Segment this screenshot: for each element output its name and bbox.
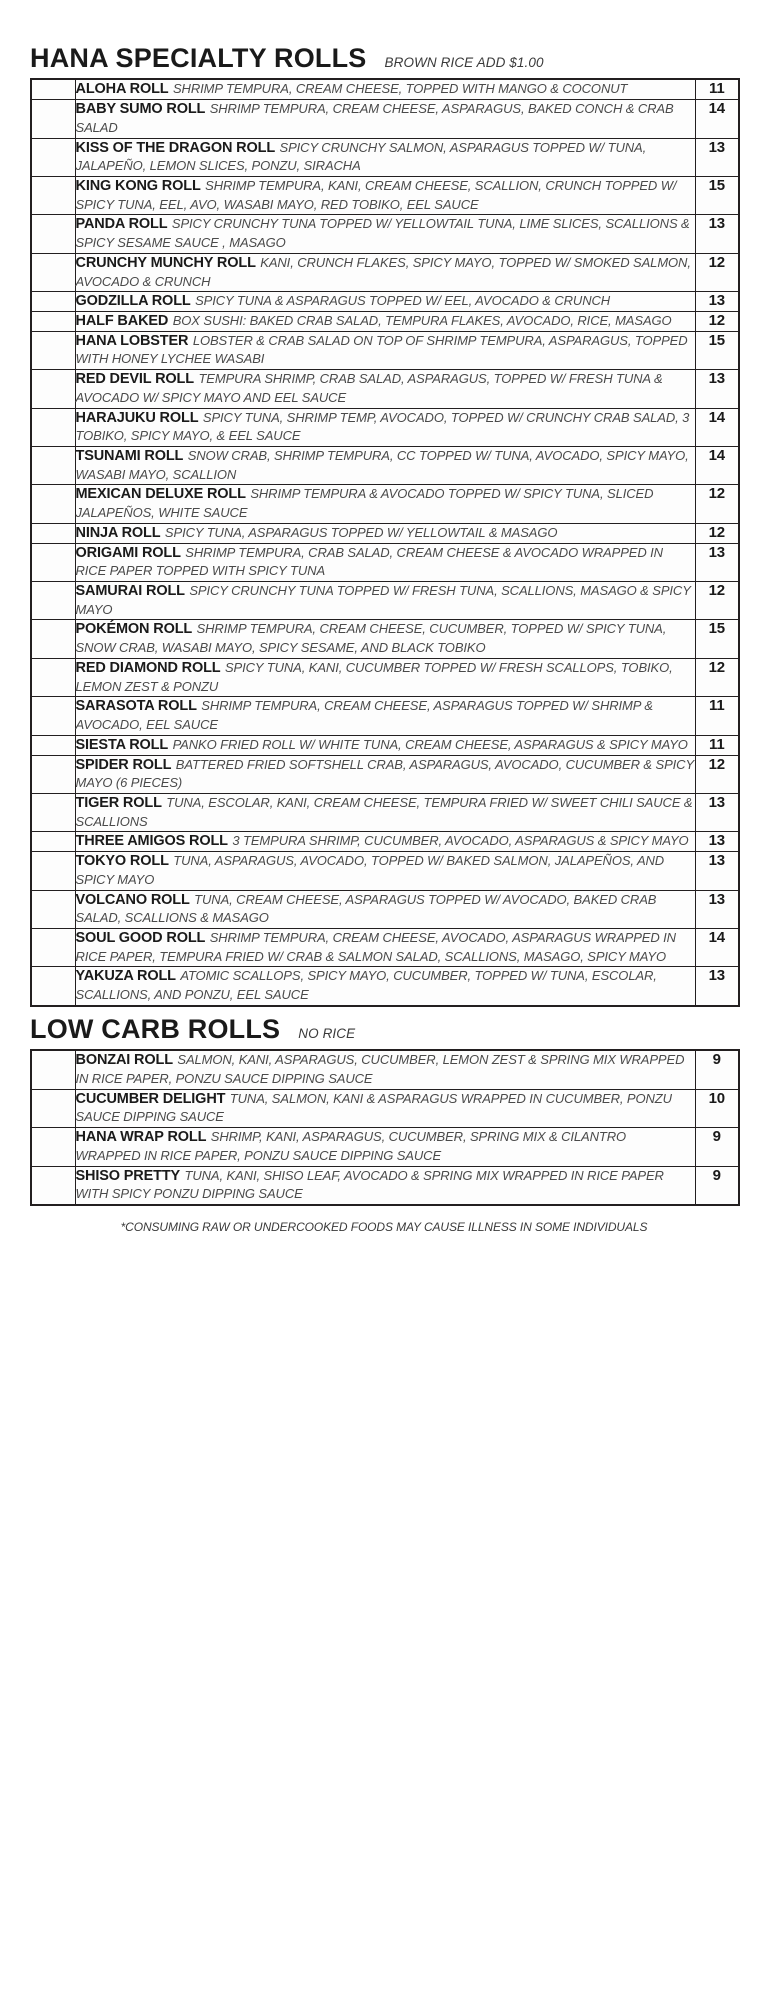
menu-item-name: SHISO PRETTY xyxy=(75,1167,181,1184)
menu-row xyxy=(31,658,739,696)
menu-item-description: SPICY CRUNCHY TUNA TOPPED W/ FRESH TUNA, SCALLIONS, MASAGO & SPICY MAYO xyxy=(75,583,691,617)
row-marker-cell xyxy=(31,967,75,1006)
menu-item-cell xyxy=(75,1050,695,1089)
section-title: LOW CARB ROLLS xyxy=(30,1013,281,1044)
menu-item-description: SHRIMP TEMPURA, CRAB SALAD, CREAM CHEESE & AVOCADO WRAPPED IN RICE PAPER TOPPED WITH SPICY TUNA xyxy=(75,544,663,579)
menu-item-cell xyxy=(75,292,695,312)
section-header-specialty-rolls xyxy=(30,0,738,78)
row-marker-cell xyxy=(31,582,75,620)
menu-item-cell xyxy=(75,1166,695,1205)
row-marker-cell xyxy=(31,370,75,408)
menu-row xyxy=(31,485,739,523)
menu-item-name: MEXICAN DELUXE ROLL xyxy=(75,486,246,503)
menu-item-description: LOBSTER & CRAB SALAD ON TOP OF SHRIMP TEMPURA, ASPARAGUS, TOPPED WITH HONEY LYCHEE WASABI xyxy=(75,332,688,367)
menu-item-cell xyxy=(75,735,695,755)
menu-row xyxy=(31,697,739,735)
menu-row xyxy=(31,735,739,755)
menu-item-price: 13 xyxy=(695,832,739,852)
menu-item-name: CUCUMBER DELIGHT xyxy=(75,1090,226,1107)
menu-item-name: ORIGAMI ROLL xyxy=(75,544,181,561)
row-marker-cell xyxy=(31,79,75,99)
menu-item-name: THREE AMIGOS ROLL xyxy=(75,833,228,850)
menu-item-description: SPICY TUNA, SHRIMP TEMP, AVOCADO, TOPPED W/ CRUNCHY CRAB SALAD, 3 TOBIKO, SPICY MAYO, & EEL SAUCE xyxy=(75,409,690,444)
menu-item-name: HANA LOBSTER xyxy=(75,332,189,349)
menu-table-body xyxy=(31,79,739,1006)
menu-row xyxy=(31,215,739,253)
row-marker-cell xyxy=(31,253,75,291)
menu-item-price: 13 xyxy=(695,852,739,890)
menu-item-name: SOUL GOOD ROLL xyxy=(75,929,206,946)
menu-item-cell xyxy=(75,485,695,523)
menu-item-name: PANDA ROLL xyxy=(75,216,168,233)
menu-item-cell xyxy=(75,620,695,658)
row-marker-cell xyxy=(31,793,75,831)
menu-item-cell xyxy=(75,447,695,485)
row-marker-cell xyxy=(31,735,75,755)
menu-item-name: HANA WRAP ROLL xyxy=(75,1129,207,1146)
menu-item-name: KING KONG ROLL xyxy=(75,177,201,194)
menu-item-description: SHRIMP TEMPURA & AVOCADO TOPPED W/ SPICY TUNA, SLICED JALAPEÑOS, WHITE SAUCE xyxy=(75,486,654,521)
menu-row xyxy=(31,176,739,214)
disclaimer-note: *CONSUMING RAW OR UNDERCOOKED FOODS MAY CAUSE ILLNESS IN SOME INDIVIDUALS xyxy=(120,1219,648,1234)
menu-row xyxy=(31,523,739,543)
menu-item-description: TUNA, KANI, SHISO LEAF, AVOCADO & SPRING MIX WRAPPED IN RICE PAPER WITH SPICY PONZU DIPPING SAUCE xyxy=(75,1167,664,1202)
menu-item-price: 13 xyxy=(695,370,739,408)
menu-row xyxy=(31,1089,739,1127)
menu-item-description: SNOW CRAB, SHRIMP TEMPURA, CC TOPPED W/ TUNA, AVOCADO, SPICY MAYO, WASABI MAYO, SCALLION xyxy=(75,448,689,482)
menu-item-description: SHRIMP TEMPURA, CREAM CHEESE, AVOCADO, ASPARAGUS WRAPPED IN RICE PAPER, TEMPURA FRIED W/ CRAB & SALMON SALAD, SCALLIONS, MASAGO, SPICY MAYO xyxy=(75,929,676,964)
menu-item-description: KANI, CRUNCH FLAKES, SPICY MAYO, TOPPED W/ SMOKED SALMON, AVOCADO & CRUNCH xyxy=(75,254,691,289)
menu-item-price: 13 xyxy=(695,967,739,1006)
menu-item-description: TUNA, ESCOLAR, KANI, CREAM CHEESE, TEMPURA FRIED W/ SWEET CHILI SAUCE & SCALLIONS xyxy=(75,794,693,829)
menu-item-description: SPICY TUNA, ASPARAGUS TOPPED W/ YELLOWTAIL & MASAGO xyxy=(164,524,558,540)
menu-item-cell xyxy=(75,928,695,966)
menu-item-name: VOLCANO ROLL xyxy=(75,891,190,908)
menu-item-price: 13 xyxy=(695,890,739,928)
row-marker-cell xyxy=(31,311,75,331)
menu-row xyxy=(31,292,739,312)
menu-item-price: 12 xyxy=(695,582,739,620)
menu-item-name: GODZILLA ROLL xyxy=(75,293,191,310)
menu-row xyxy=(31,967,739,1006)
menu-item-cell xyxy=(75,1089,695,1127)
row-marker-cell xyxy=(31,832,75,852)
menu-row xyxy=(31,138,739,176)
menu-item-name: BONZAI ROLL xyxy=(75,1052,173,1069)
menu-row xyxy=(31,311,739,331)
row-marker-cell xyxy=(31,543,75,581)
row-marker-cell xyxy=(31,852,75,890)
menu-item-name: RED DIAMOND ROLL xyxy=(75,659,221,676)
menu-item-price: 11 xyxy=(695,735,739,755)
menu-item-description: SHRIMP TEMPURA, KANI, CREAM CHEESE, SCALLION, CRUNCH TOPPED W/ SPICY TUNA, EEL, AVO, WASABI MAYO, RED TOBIKO, EEL SAUCE xyxy=(75,177,677,212)
section-title: HANA SPECIALTY ROLLS xyxy=(30,43,367,73)
menu-item-description: SHRIMP TEMPURA, CREAM CHEESE, ASPARAGUS, BAKED CONCH & CRAB SALAD xyxy=(75,101,674,135)
menu-item-description: SPICY CRUNCHY TUNA TOPPED W/ YELLOWTAIL TUNA, LIME SLICES, SCALLIONS & SPICY SESAME SAUCE , MASAGO xyxy=(75,216,690,251)
row-marker-cell xyxy=(31,331,75,369)
menu-row xyxy=(31,331,739,369)
menu-item-price: 13 xyxy=(695,215,739,253)
menu-row xyxy=(31,100,739,138)
row-marker-cell xyxy=(31,485,75,523)
menu-item-name: NINJA ROLL xyxy=(75,524,161,541)
menu-item-price: 11 xyxy=(695,79,739,99)
menu-item-name: SIESTA ROLL xyxy=(75,736,169,753)
menu-item-name: SARASOTA ROLL xyxy=(75,698,197,715)
menu-item-name: BABY SUMO ROLL xyxy=(75,101,206,118)
menu-item-price: 12 xyxy=(695,523,739,543)
menu-item-description: PANKO FRIED ROLL W/ WHITE TUNA, CREAM CHEESE, ASPARAGUS & SPICY MAYO xyxy=(172,736,688,752)
menu-item-name: SAMURAI ROLL xyxy=(75,583,185,600)
menu-row xyxy=(31,620,739,658)
menu-row xyxy=(31,79,739,99)
menu-item-cell xyxy=(75,311,695,331)
menu-item-cell xyxy=(75,523,695,543)
menu-row xyxy=(31,928,739,966)
menu-item-price: 9 xyxy=(695,1166,739,1205)
menu-item-price: 14 xyxy=(695,928,739,966)
menu-row xyxy=(31,890,739,928)
menu-item-price: 12 xyxy=(695,658,739,696)
row-marker-cell xyxy=(31,215,75,253)
menu-item-price: 14 xyxy=(695,100,739,138)
menu-item-price: 10 xyxy=(695,1089,739,1127)
menu-row xyxy=(31,582,739,620)
menu-item-name: TIGER ROLL xyxy=(75,794,162,811)
menu-item-price: 13 xyxy=(695,138,739,176)
menu-item-cell xyxy=(75,215,695,253)
menu-item-cell xyxy=(75,100,695,138)
menu-item-price: 14 xyxy=(695,447,739,485)
row-marker-cell xyxy=(31,1050,75,1089)
row-marker-cell xyxy=(31,447,75,485)
menu-item-cell xyxy=(75,755,695,793)
section-note: BROWN RICE ADD $1.00 xyxy=(384,55,544,70)
section-note: NO RICE xyxy=(298,1025,356,1041)
menu-item-name: POKÉMON ROLL xyxy=(75,621,193,638)
menu-item-description: SPICY TUNA & ASPARAGUS TOPPED W/ EEL, AVOCADO & CRUNCH xyxy=(195,293,611,309)
menu-row xyxy=(31,852,739,890)
row-marker-cell xyxy=(31,1166,75,1205)
menu-item-cell xyxy=(75,79,695,99)
menu-row xyxy=(31,832,739,852)
menu-item-price: 14 xyxy=(695,408,739,446)
menu-item-name: YAKUZA ROLL xyxy=(75,968,176,985)
row-marker-cell xyxy=(31,697,75,735)
menu-item-name: TSUNAMI ROLL xyxy=(75,448,184,464)
menu-item-price: 11 xyxy=(695,697,739,735)
menu-item-description: SPICY TUNA, KANI, CUCUMBER TOPPED W/ FRESH SCALLOPS, TOBIKO, LEMON ZEST & PONZU xyxy=(75,659,673,694)
menu-row xyxy=(31,1166,739,1205)
menu-item-price: 13 xyxy=(695,793,739,831)
menu-item-price: 12 xyxy=(695,755,739,793)
menu-item-cell xyxy=(75,658,695,696)
menu-item-price: 15 xyxy=(695,620,739,658)
menu-item-price: 12 xyxy=(695,253,739,291)
menu-row xyxy=(31,755,739,793)
menu-item-cell xyxy=(75,852,695,890)
menu-item-price: 13 xyxy=(695,292,739,312)
menu-item-name: SPIDER ROLL xyxy=(75,756,172,773)
row-marker-cell xyxy=(31,176,75,214)
row-marker-cell xyxy=(31,292,75,312)
row-marker-cell xyxy=(31,755,75,793)
menu-table-low-carb-rolls xyxy=(30,1049,740,1206)
menu-item-description: TEMPURA SHRIMP, CRAB SALAD, ASPARAGUS, TOPPED W/ FRESH TUNA & AVOCADO W/ SPICY MAYO AND EEL SAUCE xyxy=(75,371,663,405)
menu-item-description: SHRIMP, KANI, ASPARAGUS, CUCUMBER, SPRING MIX & CILANTRO WRAPPED IN RICE PAPER, PONZU SAUCE DIPPING SAUCE xyxy=(75,1129,627,1163)
menu-item-cell xyxy=(75,331,695,369)
menu-item-price: 9 xyxy=(695,1050,739,1089)
menu-item-cell xyxy=(75,543,695,581)
menu-item-cell xyxy=(75,370,695,408)
menu-item-description: SHRIMP TEMPURA, CREAM CHEESE, TOPPED WITH MANGO & COCONUT xyxy=(172,81,628,97)
menu-item-description: SPICY CRUNCHY SALMON, ASPARAGUS TOPPED W/ TUNA, JALAPEÑO, LEMON SLICES, PONZU, SIRACHA xyxy=(75,139,647,174)
menu-item-name: TOKYO ROLL xyxy=(75,853,169,870)
menu-item-description: SHRIMP TEMPURA, CREAM CHEESE, ASPARAGUS TOPPED W/ SHRIMP & AVOCADO, EEL SAUCE xyxy=(75,698,653,733)
menu-item-price: 15 xyxy=(695,176,739,214)
menu-item-cell xyxy=(75,890,695,928)
menu-item-price: 9 xyxy=(695,1128,739,1166)
row-marker-cell xyxy=(31,620,75,658)
row-marker-cell xyxy=(31,138,75,176)
row-marker-cell xyxy=(31,1128,75,1166)
menu-row xyxy=(31,370,739,408)
menu-item-cell xyxy=(75,793,695,831)
menu-row xyxy=(31,447,739,485)
menu-item-name: CRUNCHY MUNCHY ROLL xyxy=(75,254,256,271)
menu-row xyxy=(31,1050,739,1089)
menu-item-cell xyxy=(75,176,695,214)
menu-item-description: SHRIMP TEMPURA, CREAM CHEESE, CUCUMBER, TOPPED W/ SPICY TUNA, SNOW CRAB, WASABI MAYO, SPICY SESAME, AND BLACK TOBIKO xyxy=(75,621,667,656)
menu-item-description: TUNA, SALMON, KANI & ASPARAGUS WRAPPED IN CUCUMBER, PONZU SAUCE DIPPING SAUCE xyxy=(75,1090,672,1125)
menu-item-cell xyxy=(75,582,695,620)
row-marker-cell xyxy=(31,658,75,696)
menu-table-specialty-rolls xyxy=(30,78,740,1007)
menu-item-description: ATOMIC SCALLOPS, SPICY MAYO, CUCUMBER, TOPPED W/ TUNA, ESCOLAR, SCALLIONS, AND PONZU, EEL SAUCE xyxy=(75,968,657,1003)
menu-row xyxy=(31,408,739,446)
row-marker-cell xyxy=(31,100,75,138)
menu-item-cell xyxy=(75,408,695,446)
menu-item-cell xyxy=(75,138,695,176)
menu-item-name: HARAJUKU ROLL xyxy=(75,409,199,426)
menu-item-price: 13 xyxy=(695,543,739,581)
menu-row xyxy=(31,253,739,291)
menu-item-description: 3 TEMPURA SHRIMP, CUCUMBER, AVOCADO, ASPARAGUS & SPICY MAYO xyxy=(232,833,689,849)
menu-item-cell xyxy=(75,967,695,1006)
menu-item-description: SALMON, KANI, ASPARAGUS, CUCUMBER, LEMON ZEST & SPRING MIX WRAPPED IN RICE PAPER, PONZU SAUCE DIPPING SAUCE xyxy=(75,1052,685,1086)
row-marker-cell xyxy=(31,523,75,543)
menu-row xyxy=(31,543,739,581)
menu-item-cell xyxy=(75,832,695,852)
menu-item-name: ALOHA ROLL xyxy=(75,81,169,98)
row-marker-cell xyxy=(31,928,75,966)
section-header-low-carb-rolls xyxy=(30,1007,738,1049)
menu-item-price: 12 xyxy=(695,311,739,331)
menu-item-cell xyxy=(75,1128,695,1166)
row-marker-cell xyxy=(31,1089,75,1127)
menu-item-price: 12 xyxy=(695,485,739,523)
row-marker-cell xyxy=(31,890,75,928)
menu-row xyxy=(31,793,739,831)
menu-item-cell xyxy=(75,697,695,735)
menu-item-description: BATTERED FRIED SOFTSHELL CRAB, ASPARAGUS, AVOCADO, CUCUMBER & SPICY MAYO (6 PIECES) xyxy=(75,756,694,791)
menu-item-name: RED DEVIL ROLL xyxy=(75,371,194,388)
menu-item-description: TUNA, ASPARAGUS, AVOCADO, TOPPED W/ BAKED SALMON, JALAPEÑOS, AND SPICY MAYO xyxy=(75,853,665,887)
menu-row xyxy=(31,1128,739,1166)
menu-item-cell xyxy=(75,253,695,291)
menu-item-name: HALF BAKED xyxy=(75,312,169,329)
menu-item-name: KISS OF THE DRAGON ROLL xyxy=(75,139,276,156)
row-marker-cell xyxy=(31,408,75,446)
menu-item-description: BOX SUSHI: BAKED CRAB SALAD, TEMPURA FLAKES, AVOCADO, RICE, MASAGO xyxy=(172,312,672,328)
menu-item-description: TUNA, CREAM CHEESE, ASPARAGUS TOPPED W/ AVOCADO, BAKED CRAB SALAD, SCALLIONS & MASAGO xyxy=(75,891,657,926)
menu-table-body xyxy=(31,1050,739,1205)
menu-item-price: 15 xyxy=(695,331,739,369)
